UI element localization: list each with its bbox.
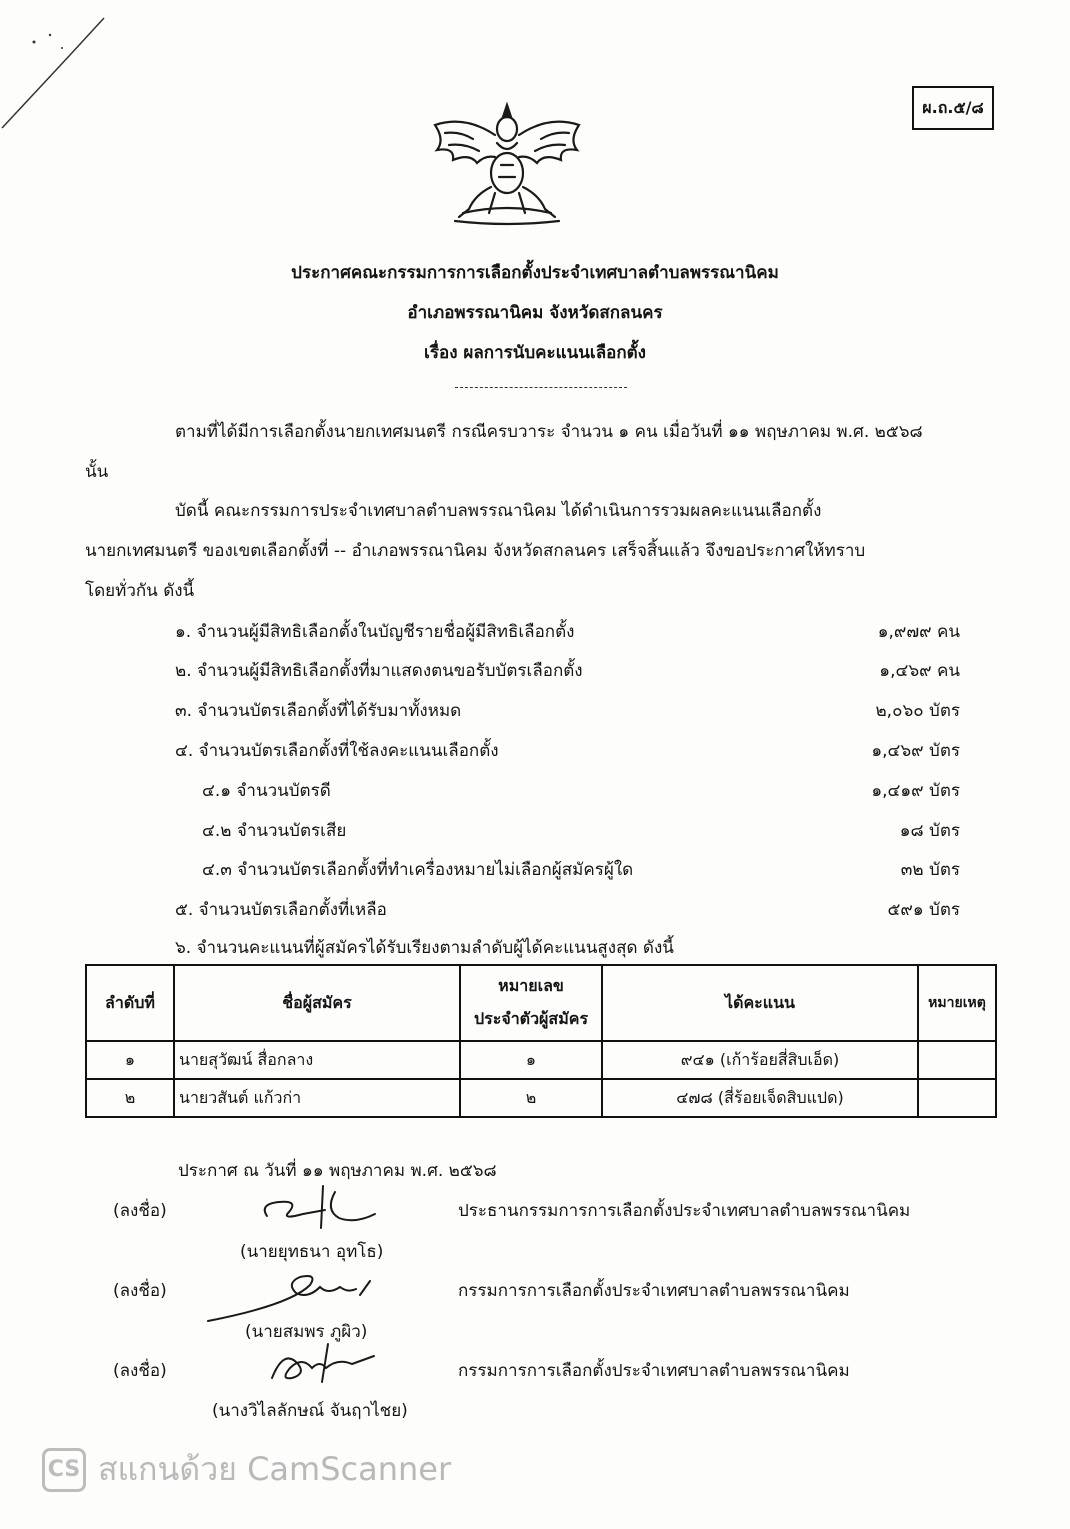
cell-votes: ๔๗๘ (สี่ร้อยเจ็ดสิบแปด) — [602, 1079, 918, 1117]
header-name: ชื่อผู้สมัคร — [174, 965, 460, 1041]
list-item-label: ๔.๒ จำนวนบัตรเสีย — [202, 821, 347, 841]
signer-name: (นายยุทธนา อุทโธ) — [240, 1242, 384, 1262]
garuda-emblem-icon — [425, 95, 590, 235]
list-item-label: ๓. จำนวนบัตรเลือกตั้งที่ได้รับมาทั้งหมด — [175, 701, 462, 721]
header-rank: ลำดับที่ — [86, 965, 174, 1041]
cell-number: ๒ — [460, 1079, 602, 1117]
cell-remark — [918, 1079, 996, 1117]
heading-line-2: อำเภอพรรณานิคม จังหวัดสกลนคร — [407, 303, 663, 323]
cell-votes: ๙๔๑ (เก้าร้อยสี่สิบเอ็ด) — [602, 1041, 918, 1079]
camscanner-logo-icon: CS — [42, 1448, 86, 1492]
signature-mark — [255, 1182, 385, 1232]
header-number-line-2: ประจำตัวผู้สมัคร — [473, 1009, 589, 1028]
list-item-label: ๑. จำนวนผู้มีสิทธิเลือกตั้งในบัญชีรายชื่อผู้มีสิทธิเลือกตั้ง — [175, 622, 575, 642]
corner-scan-mark — [0, 0, 110, 140]
list-item-value: ๑๘ บัตร — [899, 821, 960, 841]
paragraph-1-line-1: ตามที่ได้มีการเลือกตั้งนายกเทศมนตรี กรณีครบวาระ จำนวน ๑ คน เมื่อวันที่ ๑๑ พฤษภาคม พ.ศ. ๒๕๖๘ — [175, 422, 923, 442]
list-item-label: ๒. จำนวนผู้มีสิทธิเลือกตั้งที่มาแสดงตนขอรับบัตรเลือกตั้ง — [175, 661, 583, 681]
list-item-value: ๑,๙๗๙ คน — [877, 622, 960, 642]
position-label: กรรมการการเลือกตั้งประจำเทศบาลตำบลพรรณานิคม — [458, 1361, 850, 1381]
signature-mark — [262, 1338, 392, 1388]
list-item-label: ๔.๑ จำนวนบัตรดี — [202, 781, 331, 801]
list-item-value: ๑,๔๖๙ บัตร — [871, 741, 960, 761]
signer-name: (นางวิไลลักษณ์ จันฤาไชย) — [212, 1401, 408, 1421]
heading-line-3: เรื่อง ผลการนับคะแนนเลือกตั้ง — [424, 343, 646, 363]
sign-label: (ลงชื่อ) — [113, 1281, 167, 1301]
paragraph-1-line-2: นั้น — [85, 462, 109, 482]
list-item-label: ๕. จำนวนบัตรเลือกตั้งที่เหลือ — [175, 900, 387, 920]
cell-remark — [918, 1041, 996, 1079]
camscanner-watermark — [42, 1444, 451, 1495]
cell-name: นายสุวัฒน์ สื่อกลาง — [174, 1041, 460, 1079]
watermark-text: สแกนด้วย CamScanner — [98, 1450, 452, 1488]
cell-rank: ๑ — [86, 1041, 174, 1079]
signer-name: (นายสมพร ภูผิว) — [245, 1322, 368, 1342]
list-item-label: ๖. จำนวนคะแนนที่ผู้สมัครได้รับเรียงตามลำดับผู้ได้คะแนนสูงสุด ดังนี้ — [175, 938, 674, 958]
paragraph-2-line-3: โดยทั่วกัน ดังนี้ — [85, 581, 195, 601]
paragraph-2-line-1: บัดนี้ คณะกรรมการประจำเทศบาลตำบลพรรณานิคม ได้ดำเนินการรวมผลคะแนนเลือกตั้ง — [175, 501, 822, 521]
heading-line-1: ประกาศคณะกรรมการการเลือกตั้งประจำเทศบาลตำบลพรรณานิคม — [291, 263, 779, 283]
sign-label: (ลงชื่อ) — [113, 1201, 167, 1221]
table-row — [86, 1041, 996, 1079]
form-code-box: ผ.ถ.๕/๘ — [912, 86, 994, 130]
cell-number: ๑ — [460, 1041, 602, 1079]
header-remark: หมายเหตุ — [918, 965, 996, 1041]
header-votes: ได้คะแนน — [602, 965, 918, 1041]
list-item-value: ๑,๔๖๙ คน — [879, 661, 960, 681]
header-number — [460, 965, 602, 1041]
table-header-row — [86, 965, 996, 1041]
header-number-line-1: หมายเลข — [498, 976, 564, 995]
list-item-label: ๔.๓ จำนวนบัตรเลือกตั้งที่ทำเครื่องหมายไม่เลือกผู้สมัครผู้ใด — [202, 860, 634, 880]
cell-name: นายวสันต์ แก้วก่า — [174, 1079, 460, 1117]
cell-rank: ๒ — [86, 1079, 174, 1117]
sign-label: (ลงชื่อ) — [113, 1361, 167, 1381]
position-label: ประธานกรรมการการเลือกตั้งประจำเทศบาลตำบลพรรณานิคม — [458, 1201, 911, 1221]
list-item-value: ๕๙๑ บัตร — [887, 900, 960, 920]
vote-results-table — [85, 964, 997, 1118]
table-row — [86, 1079, 996, 1117]
list-item-value: ๑,๔๑๙ บัตร — [871, 781, 960, 801]
heading-divider — [455, 387, 627, 388]
list-item-value: ๒,๐๖๐ บัตร — [875, 701, 960, 721]
announce-date: ประกาศ ณ วันที่ ๑๑ พฤษภาคม พ.ศ. ๒๕๖๘ — [178, 1161, 497, 1181]
list-item-label: ๔. จำนวนบัตรเลือกตั้งที่ใช้ลงคะแนนเลือกตั้ง — [175, 741, 499, 761]
list-item-value: ๓๒ บัตร — [900, 860, 960, 880]
paragraph-2-line-2: นายกเทศมนตรี ของเขตเลือกตั้งที่ -- อำเภอพรรณานิคม จังหวัดสกลนคร เสร็จสิ้นแล้ว จึงขอประกาศให้ทราบ — [85, 541, 866, 561]
position-label: กรรมการการเลือกตั้งประจำเทศบาลตำบลพรรณานิคม — [458, 1281, 850, 1301]
